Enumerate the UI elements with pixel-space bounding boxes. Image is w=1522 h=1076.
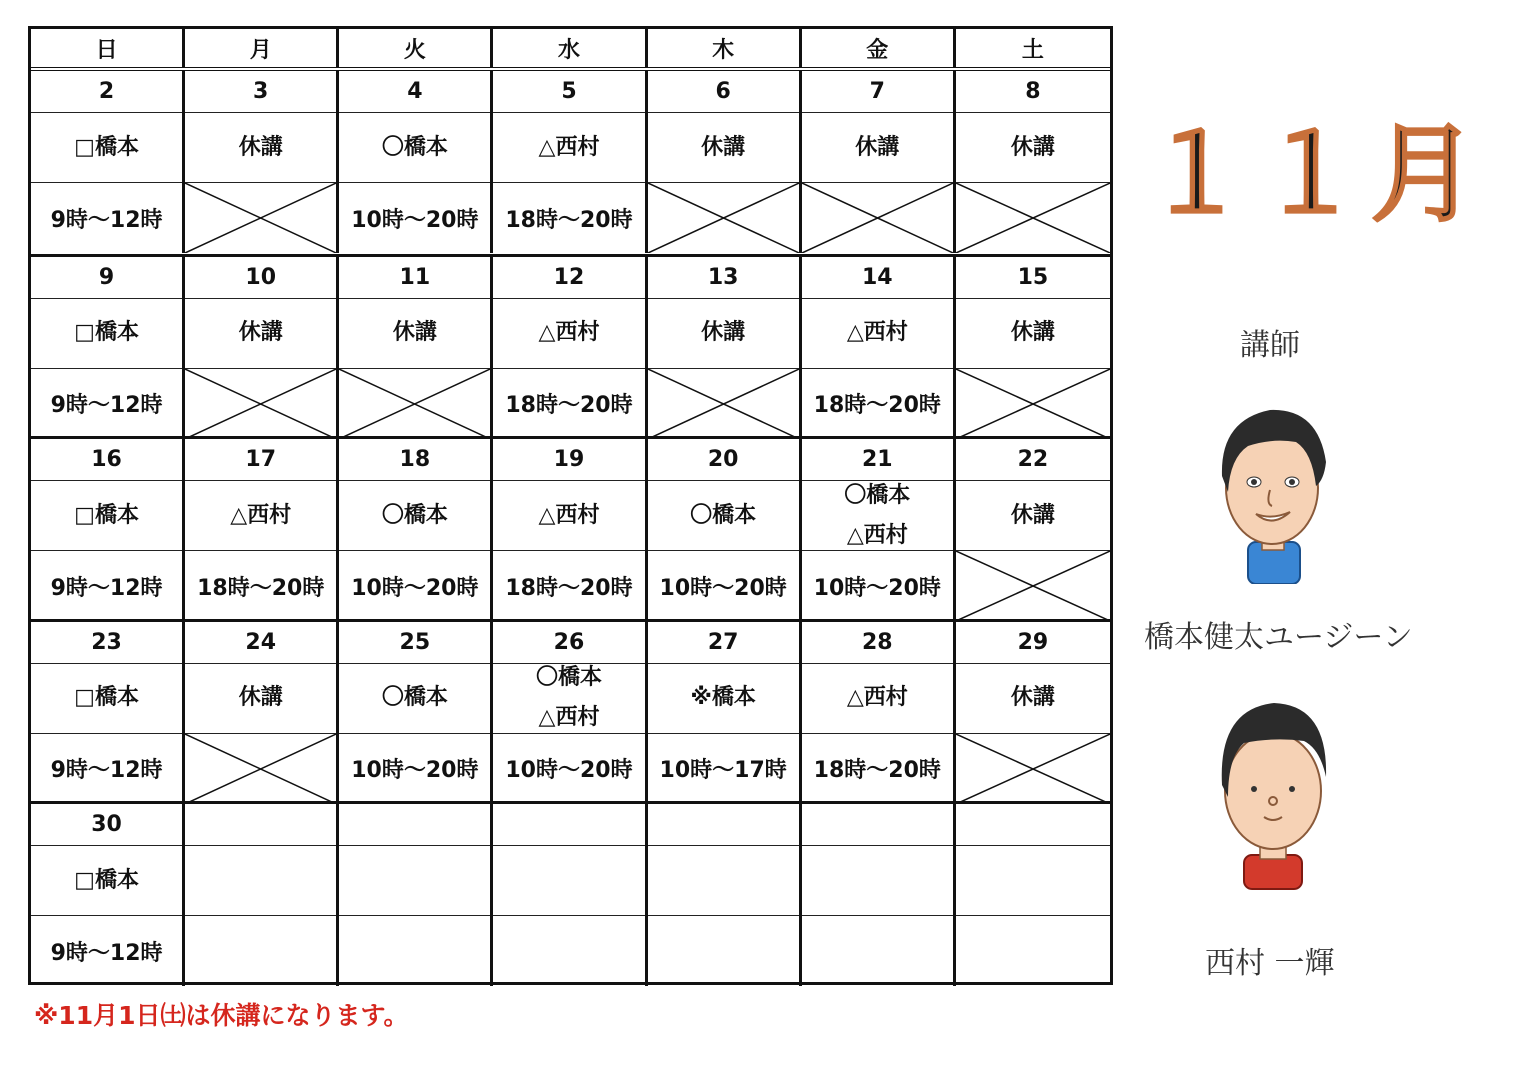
instructor-slot	[648, 481, 799, 551]
instructor-label: △西村	[846, 522, 908, 548]
weekday-header: 金	[802, 29, 956, 67]
instructor-slot	[956, 846, 1110, 916]
instructor-label: 休講	[1010, 685, 1055, 711]
day-cell	[31, 804, 185, 986]
instructor-label: □橋本	[74, 867, 139, 893]
instructor-label: 休講	[701, 134, 746, 160]
time-range	[493, 916, 644, 986]
closed-cross-mark	[185, 183, 336, 253]
closed-cross-mark	[185, 734, 336, 804]
instructor-label: △西村	[846, 320, 908, 346]
weekday-header-row	[31, 29, 1110, 71]
day-number: 24	[185, 622, 336, 664]
day-number: 10	[185, 257, 336, 299]
instructor-label: △西村	[538, 320, 600, 346]
month-title: １１月	[1143, 113, 1485, 236]
instructor-label: 〇橋本	[381, 502, 448, 528]
day-number	[493, 804, 644, 846]
time-range: 10時～20時	[505, 758, 633, 784]
instructor-label: 休講	[855, 134, 900, 160]
day-cell	[648, 804, 802, 986]
day-number: 30	[31, 804, 182, 846]
instructor-label: △西村	[538, 705, 600, 731]
day-number: 4	[339, 71, 490, 113]
day-number: 15	[956, 257, 1110, 299]
instructor-label: 休講	[238, 134, 283, 160]
time-range	[185, 916, 336, 986]
time-range: 18時～20時	[505, 207, 633, 233]
instructor-slot	[493, 113, 644, 183]
day-number: 8	[956, 71, 1110, 113]
day-cell	[802, 804, 956, 986]
teacher-hashimoto-portrait	[1212, 402, 1336, 588]
instructor-slot	[493, 299, 644, 369]
day-number: 28	[802, 622, 953, 664]
instructor-label: □橋本	[74, 502, 139, 528]
calendar-week-row	[31, 801, 1110, 983]
time-range	[339, 916, 490, 986]
day-cell	[31, 439, 185, 621]
day-number: 5	[493, 71, 644, 113]
instructor-slot	[185, 481, 336, 551]
day-number: 22	[956, 439, 1110, 481]
instructor-slot	[339, 664, 490, 734]
instructor-slot	[493, 481, 644, 551]
instructor-label: 休講	[392, 320, 437, 346]
day-number: 17	[185, 439, 336, 481]
day-number: 12	[493, 257, 644, 299]
weekday-header: 土	[1021, 37, 1044, 63]
instructor-slot	[31, 481, 182, 551]
instructor-slot	[185, 113, 336, 183]
day-cell	[802, 71, 956, 253]
day-cell	[493, 439, 647, 621]
day-number: 11	[339, 257, 490, 299]
closed-cross-mark	[956, 183, 1110, 253]
instructor-label: 休講	[701, 320, 746, 346]
day-cell	[648, 71, 802, 253]
closed-cross-mark	[956, 734, 1110, 804]
time-range: 18時～20時	[197, 575, 325, 601]
instructor-label: 休講	[1010, 320, 1055, 346]
day-number: 9	[31, 257, 182, 299]
instructor-label: 〇橋本	[690, 502, 757, 528]
day-cell	[339, 804, 493, 986]
day-number: 3	[185, 71, 336, 113]
instructor-label: 休講	[1010, 502, 1055, 528]
instructor-slot	[802, 113, 953, 183]
day-cell	[185, 622, 339, 804]
closed-cross-mark	[648, 369, 799, 439]
instructor-label: △西村	[538, 502, 600, 528]
instructor-slot	[648, 846, 799, 916]
instructor-slot	[956, 299, 1110, 369]
day-cell	[956, 804, 1110, 986]
instructor-slot	[648, 664, 799, 734]
day-cell	[493, 622, 647, 804]
weekday-header: 火	[339, 29, 493, 67]
instructor-label: 〇橋本	[844, 482, 911, 508]
day-number	[648, 804, 799, 846]
instructor-label: 休講	[238, 685, 283, 711]
instructor-slot	[802, 846, 953, 916]
time-range: 10時～20時	[351, 207, 479, 233]
time-range: 9時～12時	[50, 758, 163, 784]
day-cell	[339, 439, 493, 621]
time-range: 9時～12時	[50, 207, 163, 233]
instructor-slot	[493, 664, 644, 734]
day-number: 21	[802, 439, 953, 481]
time-range: 10時～20時	[351, 575, 479, 601]
time-range: 10時～20時	[813, 575, 941, 601]
closed-cross-mark	[956, 551, 1110, 621]
instructor-slot	[339, 299, 490, 369]
calendar-week-row	[31, 71, 1110, 253]
day-cell	[802, 622, 956, 804]
instructor-label: 〇橋本	[535, 665, 602, 691]
weekday-header: 日	[31, 29, 185, 67]
day-cell	[185, 804, 339, 986]
day-cell	[185, 71, 339, 253]
day-cell	[185, 257, 339, 439]
time-range: 18時～20時	[505, 393, 633, 419]
instructor-slot	[493, 846, 644, 916]
instructor-label: □橋本	[74, 134, 139, 160]
day-number: 25	[339, 622, 490, 664]
day-number: 7	[802, 71, 953, 113]
day-cell	[648, 257, 802, 439]
instructor-slot	[648, 299, 799, 369]
time-range: 18時～20時	[813, 393, 941, 419]
calendar-week-row	[31, 436, 1110, 618]
instructor-slot	[31, 664, 182, 734]
day-cell	[493, 804, 647, 986]
instructor-slot	[648, 113, 799, 183]
time-range: 9時～12時	[50, 393, 163, 419]
day-number: 6	[648, 71, 799, 113]
teachers-label: 講師	[1240, 328, 1300, 363]
instructor-slot	[802, 299, 953, 369]
instructor-slot	[339, 113, 490, 183]
time-range	[648, 916, 799, 986]
day-number: 19	[493, 439, 644, 481]
weekday-header: 月	[185, 29, 339, 67]
calendar-week-row	[31, 619, 1110, 801]
time-range: 10時～20時	[659, 575, 787, 601]
day-cell	[648, 439, 802, 621]
teacher-name-hashimoto: 橋本健太ユージーン	[1144, 620, 1413, 655]
instructor-slot	[185, 846, 336, 916]
day-cell	[956, 439, 1110, 621]
holiday-footnote: ※11月1日㈯は休講になります。	[34, 1001, 409, 1030]
day-number: 13	[648, 257, 799, 299]
closed-cross-mark	[802, 183, 953, 253]
instructor-slot	[31, 846, 182, 916]
teacher-name-nishimura: 西村 一輝	[1205, 946, 1335, 981]
day-number: 14	[802, 257, 953, 299]
day-number: 26	[493, 622, 644, 664]
time-range	[802, 916, 953, 986]
time-range: 10時～17時	[659, 758, 787, 784]
closed-cross-mark	[648, 183, 799, 253]
instructor-slot	[339, 846, 490, 916]
day-cell	[956, 71, 1110, 253]
day-cell	[31, 257, 185, 439]
instructor-label: □橋本	[74, 320, 139, 346]
instructor-label: 休講	[1010, 134, 1055, 160]
instructor-label: 〇橋本	[381, 685, 448, 711]
instructor-slot	[802, 481, 953, 551]
day-cell	[339, 257, 493, 439]
instructor-label: △西村	[846, 685, 908, 711]
instructor-slot	[185, 299, 336, 369]
day-cell	[339, 71, 493, 253]
day-cell	[956, 622, 1110, 804]
instructor-slot	[802, 664, 953, 734]
instructor-slot	[339, 481, 490, 551]
day-cell	[493, 71, 647, 253]
closed-cross-mark	[956, 369, 1110, 439]
day-number: 16	[31, 439, 182, 481]
day-number: 27	[648, 622, 799, 664]
instructor-slot	[956, 481, 1110, 551]
instructor-label: 〇橋本	[381, 134, 448, 160]
time-range: 18時～20時	[813, 758, 941, 784]
day-number: 18	[339, 439, 490, 481]
day-cell	[185, 439, 339, 621]
day-number	[802, 804, 953, 846]
day-cell	[31, 71, 185, 253]
day-cell	[493, 257, 647, 439]
instructor-label: 休講	[238, 320, 283, 346]
instructor-label: △西村	[538, 134, 600, 160]
day-cell	[802, 439, 956, 621]
instructor-label: □橋本	[74, 685, 139, 711]
day-number: 20	[648, 439, 799, 481]
time-range: 9時～12時	[50, 940, 163, 966]
time-range: 18時～20時	[505, 575, 633, 601]
instructor-slot	[956, 664, 1110, 734]
instructor-slot	[31, 113, 182, 183]
day-number: 23	[31, 622, 182, 664]
weekday-header: 木	[648, 29, 802, 67]
time-range	[956, 916, 1110, 986]
instructor-slot	[31, 299, 182, 369]
day-number	[185, 804, 336, 846]
day-cell	[956, 257, 1110, 439]
calendar-week-row	[31, 254, 1110, 436]
weekday-header: 水	[493, 29, 647, 67]
instructor-slot	[956, 113, 1110, 183]
day-cell	[339, 622, 493, 804]
closed-cross-mark	[339, 369, 490, 439]
teacher-nishimura-portrait	[1214, 697, 1332, 895]
day-number	[956, 804, 1110, 846]
closed-cross-mark	[185, 369, 336, 439]
time-range: 9時～12時	[50, 575, 163, 601]
schedule-calendar	[28, 26, 1113, 985]
day-number	[339, 804, 490, 846]
time-range: 10時～20時	[351, 758, 479, 784]
day-cell	[802, 257, 956, 439]
day-cell	[648, 622, 802, 804]
instructor-label: ※橋本	[690, 685, 756, 711]
instructor-slot	[185, 664, 336, 734]
day-cell	[31, 622, 185, 804]
day-number: 2	[31, 71, 182, 113]
instructor-label: △西村	[230, 502, 292, 528]
day-number: 29	[956, 622, 1110, 664]
